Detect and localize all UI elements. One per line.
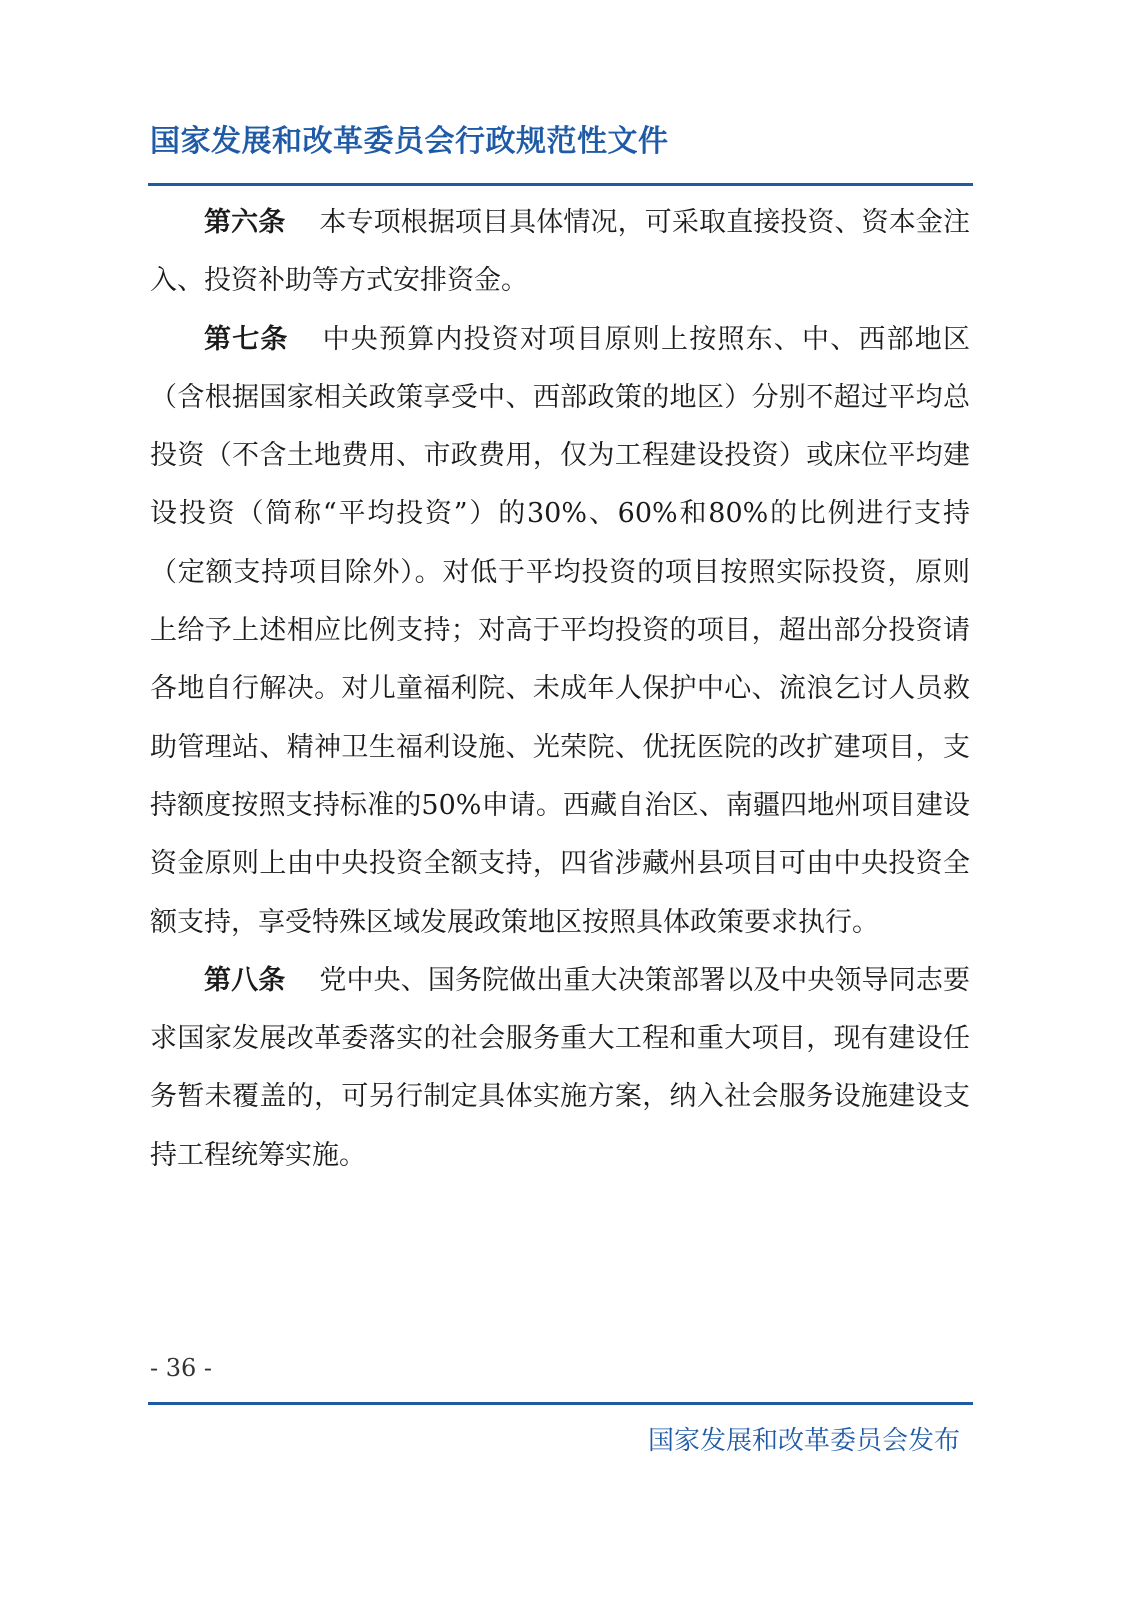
article-number: 第六条 — [204, 207, 286, 238]
article-paragraph — [150, 952, 970, 1185]
article-paragraph — [150, 194, 970, 311]
header-divider — [148, 183, 973, 186]
article-paragraph — [150, 311, 970, 952]
article-number: 第七条 — [204, 323, 289, 355]
footer-publisher: 国家发展和改革委员会发布 — [648, 1426, 961, 1456]
article-text: 中央预算内投资对项目原则上按照东、中、西部地区（含根据国家相关政策享受中、西部政策的地区）分别不超过平均总投资（不含土地费用、市政费用，仅为工程建设投资）或床位平均建设投资（简称“平均投资”）的30%、60%和80%的比例进行支持（定额支持项目除外）。对低于平均投资的项目按照实际投资，原则上给予上述相应比例支持；对高于平均投资的项目，超出部分投资请各地自行解决。对儿童福利院、未成年人保护中心、流浪乞讨人员救助管理站、精神卫生福利设施、光荣院、优抚医院的改扩建项目，支持额度按照支持标准的50%申请。西藏自治区、南疆四地州项目建设资金原则上由中央投资全额支持，四省涉藏州县项目可由中央投资全额支持，享受特殊区域发展政策地区按照具体政策要求执行。 — [150, 323, 971, 938]
footer-divider — [148, 1402, 973, 1405]
article-text: 本专项根据项目具体情况，可采取直接投资、资本金注入、投资补助等方式安排资金。 — [150, 207, 971, 297]
document-body — [150, 194, 970, 1185]
page-number: - 36 - — [150, 1354, 213, 1382]
article-text: 党中央、国务院做出重大决策部署以及中央领导同志要求国家发展改革委落实的社会服务重大工程和重大项目，现有建设任务暂未覆盖的，可另行制定具体实施方案，纳入社会服务设施建设支持工程统筹实施。 — [150, 964, 971, 1171]
article-number: 第八条 — [204, 964, 286, 996]
document-series-title: 国家发展和改革委员会行政规范性文件 — [150, 124, 669, 159]
